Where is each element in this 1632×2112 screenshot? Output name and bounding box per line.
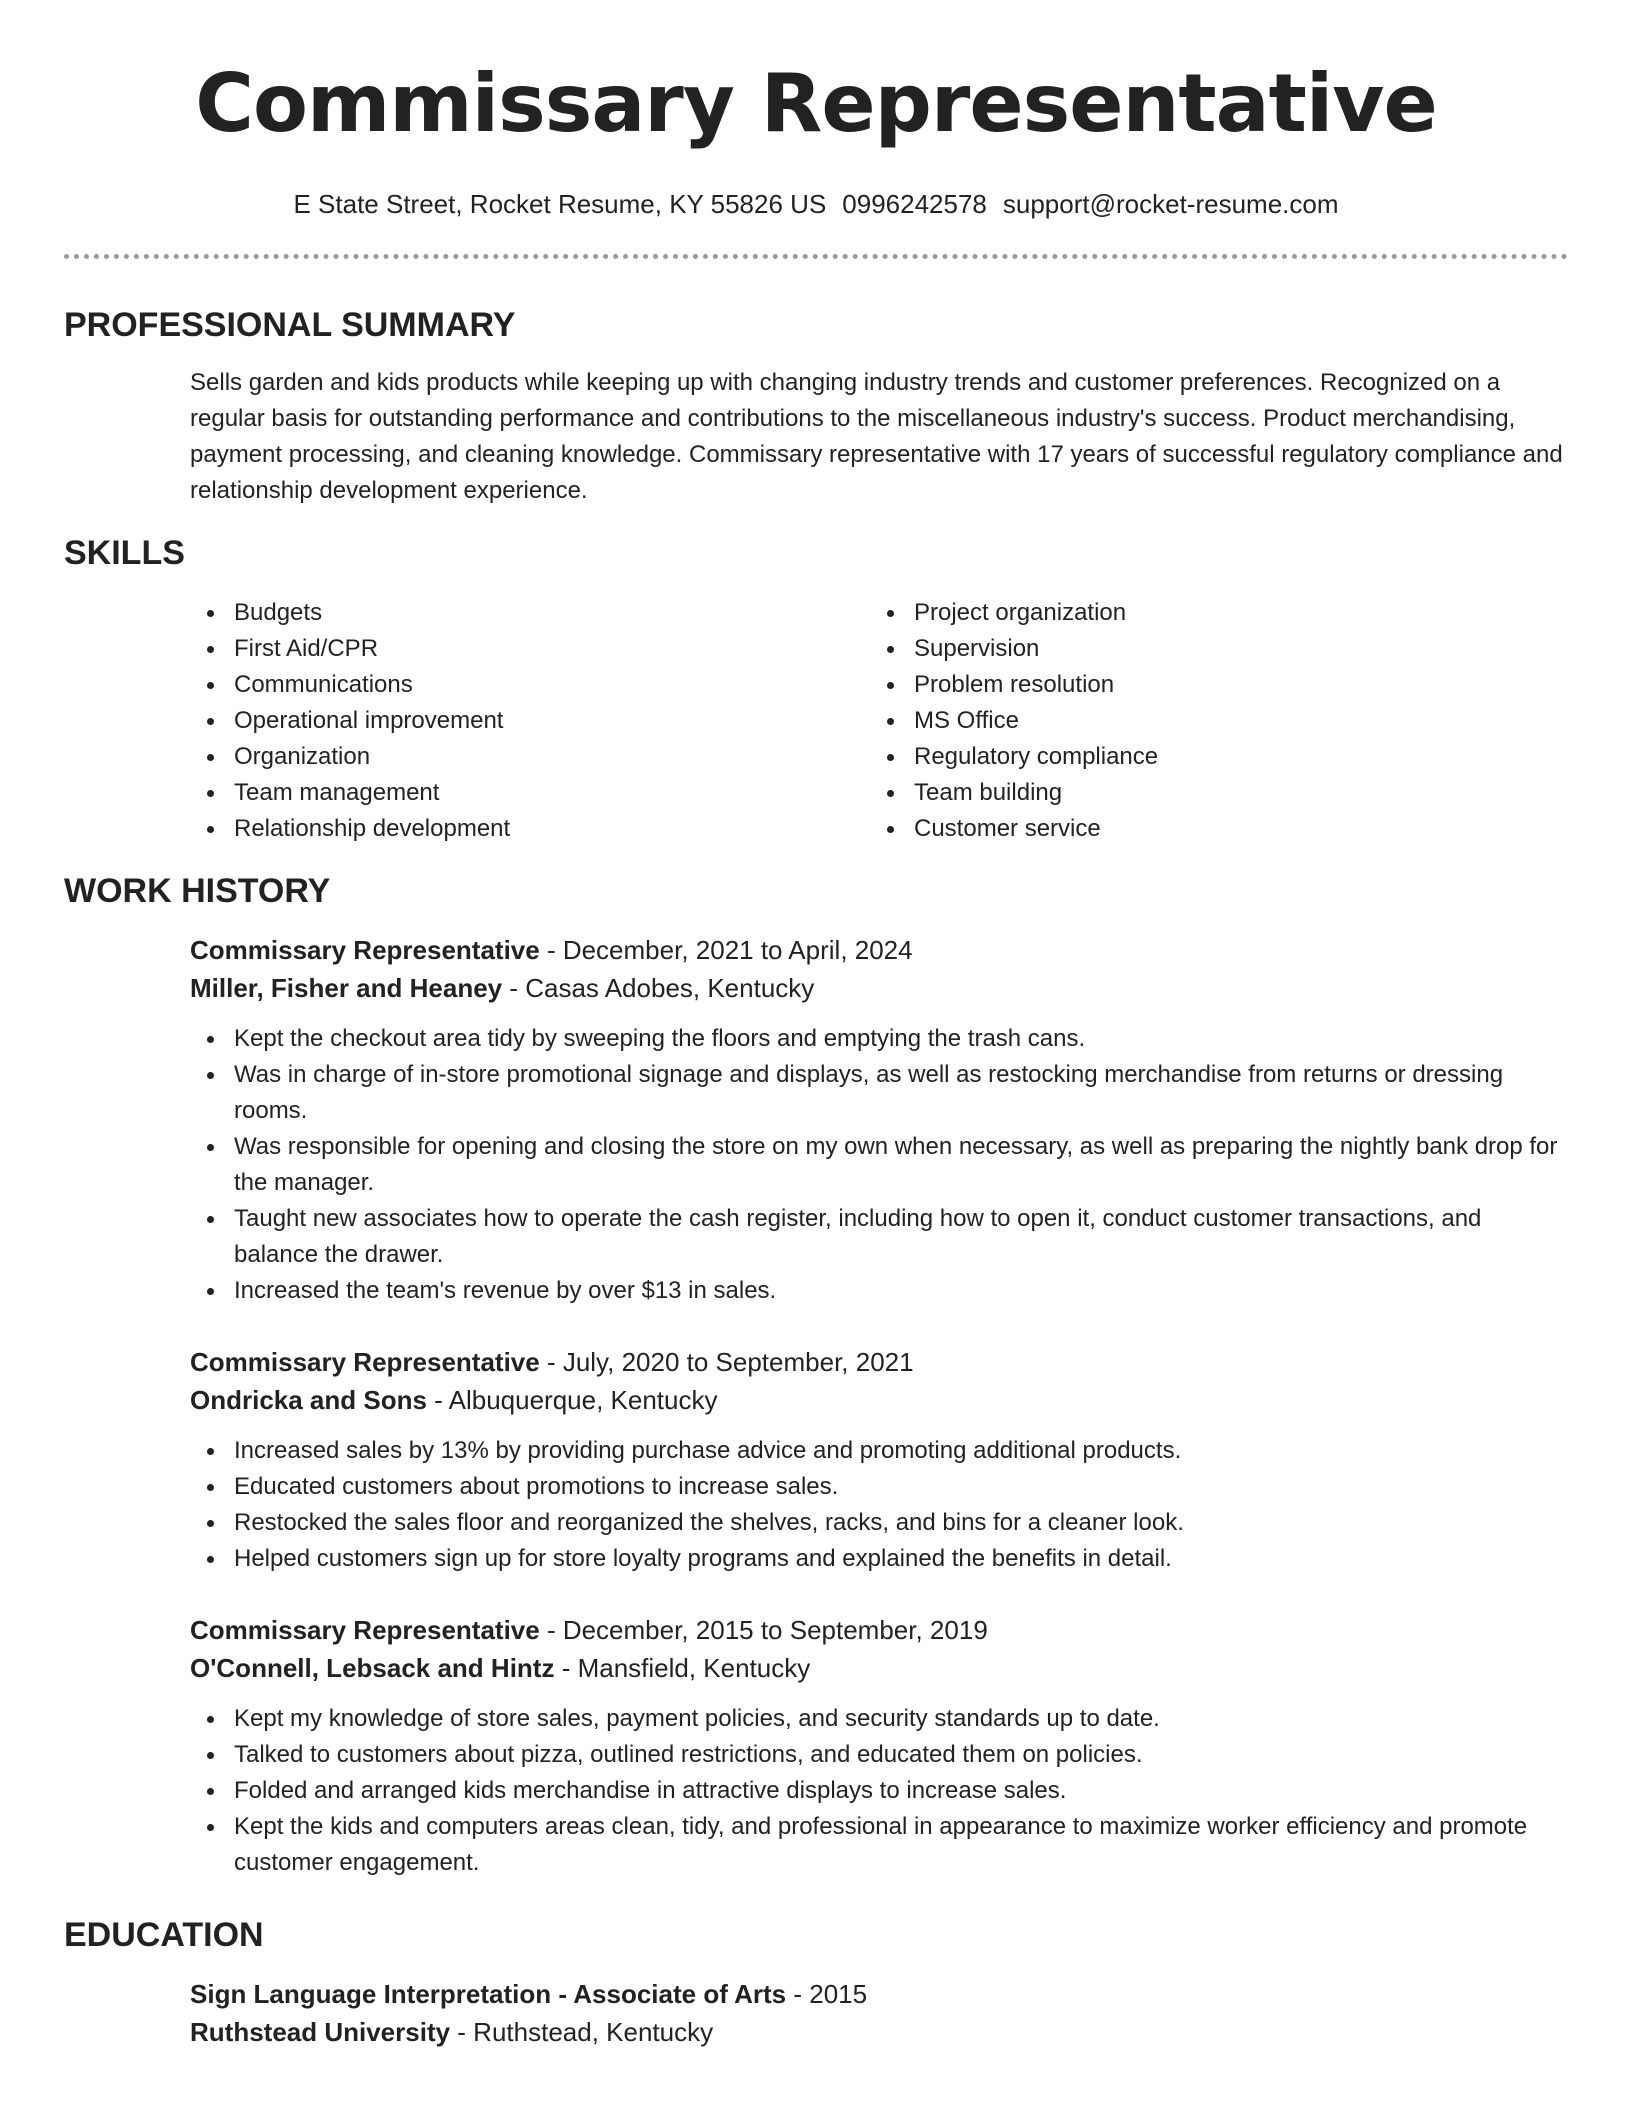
job-bullet: Folded and arranged kids merchandise in attractive displays to increase sales. <box>190 1773 1568 1809</box>
job-title-line <box>190 931 1568 969</box>
education-year: - 2015 <box>786 1979 868 2009</box>
job-location: - Albuquerque, Kentucky <box>426 1385 718 1415</box>
skills-grid <box>190 595 1568 847</box>
job-bullet: Kept my knowledge of store sales, payment policies, and security standards up to date. <box>190 1701 1568 1737</box>
skill-item: Customer service <box>870 811 1550 847</box>
header-divider <box>64 254 1568 259</box>
job-role: Commissary Representative <box>190 1347 540 1377</box>
job-role: Commissary Representative <box>190 1615 540 1645</box>
job-bullet: Kept the kids and computers areas clean, tidy, and professional in appearance to maximize worker efficiency and promote customer engagement. <box>190 1809 1568 1881</box>
job-bullet: Was in charge of in-store promotional signage and displays, as well as restocking merchandise from returns or dressing rooms. <box>190 1057 1568 1129</box>
job-bullet: Educated customers about promotions to increase sales. <box>190 1469 1568 1505</box>
job-bullet: Increased the team's revenue by over $13 in sales. <box>190 1273 1568 1309</box>
skills-column-right <box>870 595 1550 847</box>
job-company-line <box>190 1381 1568 1419</box>
education-entry <box>190 1975 1568 2051</box>
job-title-line <box>190 1611 1568 1649</box>
skill-item: Operational improvement <box>190 703 870 739</box>
job-dates: - December, 2015 to September, 2019 <box>539 1615 988 1645</box>
education-school-line <box>190 2013 1568 2051</box>
job-company: O'Connell, Lebsack and Hintz <box>190 1653 555 1683</box>
skill-item: Regulatory compliance <box>870 739 1550 775</box>
contact-address: E State Street, Rocket Resume, KY 55826 US <box>293 189 827 219</box>
job-title-line <box>190 1343 1568 1381</box>
job-role: Commissary Representative <box>190 935 540 965</box>
skill-item: First Aid/CPR <box>190 631 870 667</box>
contact-email[interactable]: support@rocket-resume.com <box>1002 189 1339 219</box>
skill-item: Relationship development <box>190 811 870 847</box>
job-bullets <box>190 1701 1568 1881</box>
skills-column-left <box>190 595 870 847</box>
job-entry <box>190 931 1568 1309</box>
job-bullets <box>190 1021 1568 1309</box>
skill-item: Team building <box>870 775 1550 811</box>
candidate-name: Commissary Representative <box>195 57 1437 150</box>
skill-item: Organization <box>190 739 870 775</box>
skills-heading: SKILLS <box>64 534 185 572</box>
job-dates: - July, 2020 to September, 2021 <box>539 1347 914 1377</box>
skill-item: Budgets <box>190 595 870 631</box>
skill-item: Supervision <box>870 631 1550 667</box>
work-history-heading: WORK HISTORY <box>64 872 331 910</box>
education-heading: EDUCATION <box>64 1916 264 1954</box>
job-entry <box>190 1611 1568 1881</box>
summary-text: Sells garden and kids products while keeping up with changing industry trends and customer preferences. Recognized on a regular basis for outstanding performance and contributions to the miscellaneous industry's success. Product merchandising, payment processing, and cleaning knowledge. Commissary representative with 17 years of successful regulatory compliance and relationship development experience. <box>190 369 1563 504</box>
skill-item: Team management <box>190 775 870 811</box>
skill-item: MS Office <box>870 703 1550 739</box>
contact-line <box>64 188 1568 220</box>
summary-heading: PROFESSIONAL SUMMARY <box>64 306 516 344</box>
job-company-line <box>190 1649 1568 1687</box>
education-school: Ruthstead University <box>190 2017 451 2047</box>
job-bullet: Restocked the sales floor and reorganized the shelves, racks, and bins for a cleaner look. <box>190 1505 1568 1541</box>
education-degree-line <box>190 1975 1568 2013</box>
job-bullet: Helped customers sign up for store loyalty programs and explained the benefits in detail. <box>190 1541 1568 1577</box>
job-company: Miller, Fisher and Heaney <box>190 973 503 1003</box>
job-location: - Casas Adobes, Kentucky <box>502 973 815 1003</box>
skill-item: Problem resolution <box>870 667 1550 703</box>
job-company: Ondricka and Sons <box>190 1385 427 1415</box>
job-bullet: Was responsible for opening and closing the store on my own when necessary, as well as preparing the nightly bank drop for the manager. <box>190 1129 1568 1201</box>
job-company-line <box>190 969 1568 1007</box>
contact-phone: 0996242578 <box>842 189 987 219</box>
skill-item: Project organization <box>870 595 1550 631</box>
job-bullets <box>190 1433 1568 1577</box>
job-bullet: Increased sales by 13% by providing purchase advice and promoting additional products. <box>190 1433 1568 1469</box>
job-location: - Mansfield, Kentucky <box>554 1653 811 1683</box>
job-entry <box>190 1343 1568 1577</box>
job-bullet: Taught new associates how to operate the cash register, including how to open it, conduct customer transactions, and balance the drawer. <box>190 1201 1568 1273</box>
resume-page <box>64 0 1568 2051</box>
job-bullet: Talked to customers about pizza, outlined restrictions, and educated them on policies. <box>190 1737 1568 1773</box>
skill-item: Communications <box>190 667 870 703</box>
education-degree: Sign Language Interpretation - Associate of Arts <box>190 1979 787 2009</box>
education-location: - Ruthstead, Kentucky <box>450 2017 714 2047</box>
job-dates: - December, 2021 to April, 2024 <box>539 935 913 965</box>
job-bullet: Kept the checkout area tidy by sweeping the floors and emptying the trash cans. <box>190 1021 1568 1057</box>
